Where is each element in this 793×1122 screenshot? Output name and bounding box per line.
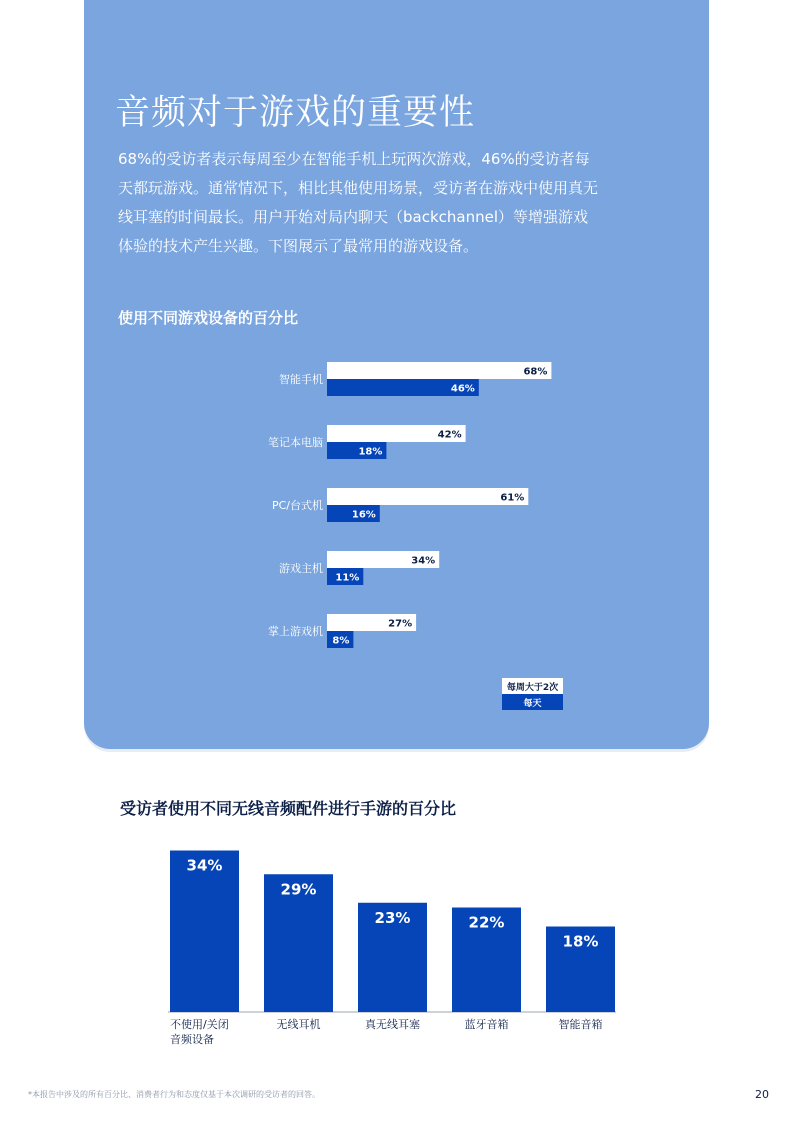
device-category-label: PC/台式机 <box>271 499 323 512</box>
intro-paragraph: 68%的受访者表示每周至少在智能手机上玩两次游戏，46%的受访者每天都玩游戏。通常情况下，相比其他使用场景，受访者在游戏中使用真无线耳塞的时间最长。用户开始对局内聊天（backchannel）等增强游戏体验的技术产生兴趣。下图展示了最常用的游戏设备。 <box>118 150 599 255</box>
device-category-label: 笔记本电脑 <box>268 436 323 449</box>
bar-weekly-label: 68% <box>523 366 548 378</box>
device-chart-title: 使用不同游戏设备的百分比 <box>118 309 299 327</box>
accessory-category-label: 蓝牙音箱 <box>464 1018 509 1031</box>
bar-daily-label: 46% <box>450 383 475 395</box>
bar-weekly-label: 34% <box>411 555 436 567</box>
device-category-label: 智能手机 <box>279 373 323 386</box>
page-number: 20 <box>755 1088 769 1101</box>
accessory-category-label: 真无线耳塞 <box>365 1018 420 1031</box>
bar-daily-label: 18% <box>358 446 383 458</box>
accessory-bar-label: 23% <box>374 908 411 927</box>
bar-daily-label: 16% <box>351 509 376 521</box>
footnote: *本报告中涉及的所有百分比、消费者行为和态度仅基于本次调研的受访者的回答。 <box>28 1090 320 1099</box>
legend-label-daily: 每天 <box>523 699 542 709</box>
page-title: 音频对于游戏的重要性 <box>115 93 476 133</box>
bar-daily-label: 8% <box>332 635 350 647</box>
accessory-chart-title: 受访者使用不同无线音频配件进行手游的百分比 <box>120 799 457 818</box>
accessory-bar-label: 18% <box>562 932 599 951</box>
accessory-bar-label: 34% <box>186 856 223 875</box>
bar-weekly-label: 61% <box>500 492 525 504</box>
bar-weekly <box>327 362 551 379</box>
accessory-bar-label: 22% <box>468 913 505 932</box>
accessory-bar-label: 29% <box>280 880 317 899</box>
accessory-category-label: 音频设备 <box>170 1033 214 1046</box>
bar-weekly <box>327 488 528 505</box>
device-category-label: 掌上游戏机 <box>268 625 323 638</box>
legend-label-weekly: 每周大于2次 <box>506 683 559 693</box>
device-category-label: 游戏主机 <box>279 562 323 575</box>
accessory-category-label: 智能音箱 <box>558 1018 603 1031</box>
accessory-category-label: 不使用/关闭 <box>170 1018 229 1031</box>
accessory-bar <box>170 851 239 1013</box>
bar-weekly-label: 42% <box>437 429 462 441</box>
bar-daily-label: 11% <box>335 572 360 584</box>
bar-weekly-label: 27% <box>388 618 413 630</box>
accessory-category-label: 无线耳机 <box>276 1018 321 1031</box>
